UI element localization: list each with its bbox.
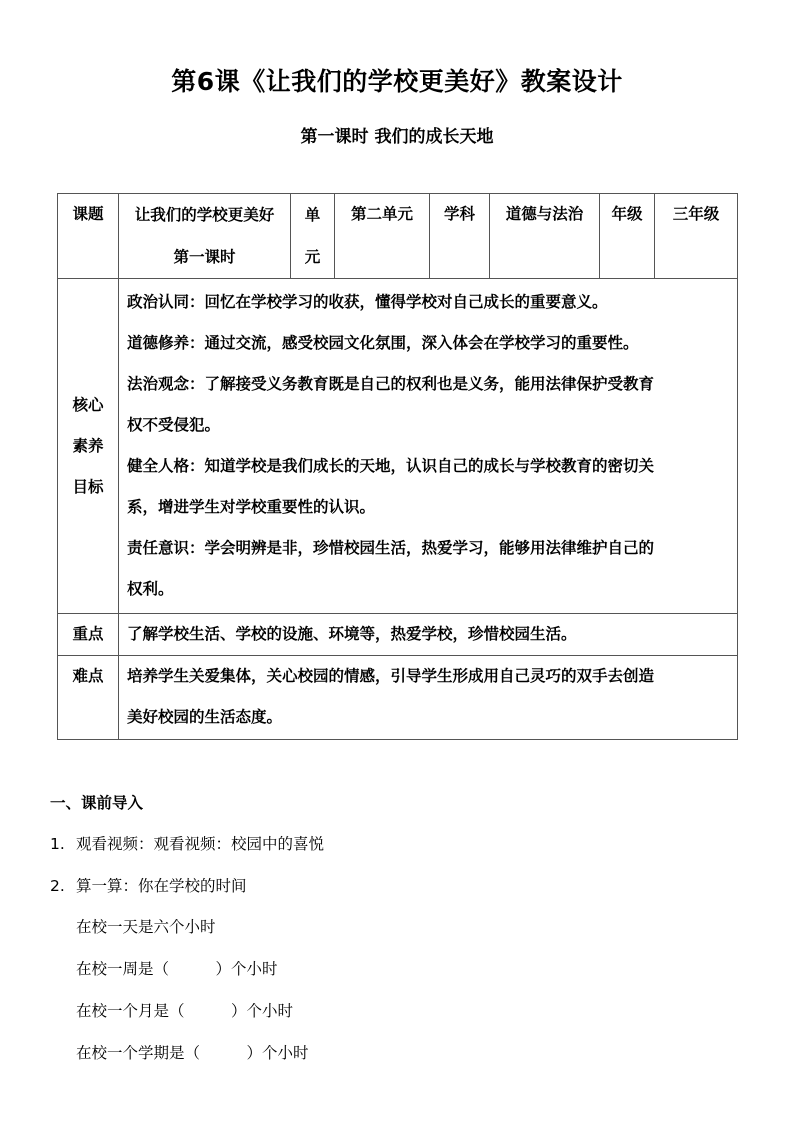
difficult-point-label: 难点 [58,656,119,740]
key-point-label: 重点 [58,614,119,656]
section-heading: 一、课前导入 [50,794,144,812]
sub-item: 在校一个月是（ ）个小时 [76,1002,294,1020]
goal-responsibility: 责任意识：学会明辨是非，珍惜校园生活，热爱学习，能够用法律维护自己的 权利。 [127,539,655,598]
sub-item: 在校一个学期是（ ）个小时 [76,1044,309,1062]
goals-label-2: 素养 [72,436,104,455]
goal-personality: 健全人格：知道学校是我们成长的天地，认识自己的成长与学校教育的密切关 系，增进学生对学校重要性的认识。 [127,457,655,516]
topic-label: 课题 [58,194,119,279]
difficult-point-row [58,656,738,740]
page-subtitle: 第一课时 我们的成长天地 [300,127,494,147]
key-point-row [58,614,738,656]
grade-label: 年级 [600,194,655,279]
unit-value: 第二单元 [335,194,430,279]
unit-label-2: 元 [304,248,321,266]
goals-label-3: 目标 [72,477,104,496]
goals-label [58,279,119,614]
sub-item: 在校一天是六个小时 [76,918,216,936]
goal-moral: 道德修养：通过交流，感受校园文化氛围，深入体会在学校学习的重要性。 [127,334,639,352]
list-item: 2. 算一算：你在学校的时间 [50,877,247,895]
unit-label-1: 单 [304,206,321,224]
page-title: 第6课《让我们的学校更美好》教案设计 [171,67,623,96]
goals-row [58,279,738,614]
goal-political: 政治认同：回忆在学校学习的收获，懂得学校对自己成长的重要意义。 [127,293,608,311]
subject-value: 道德与法治 [490,194,600,279]
difficult-point-text: 培养学生关爱集体，关心校园的情感，引导学生形成用自己灵巧的双手去创造 美好校园的生活态度。 [119,656,738,740]
goal-law: 法治观念：了解接受义务教育既是自己的权利也是义务，能用法律保护受教育 权不受侵犯。 [127,375,655,434]
goals-content [119,279,738,614]
table-header-row [58,194,738,279]
lesson-plan-table [57,193,738,740]
key-point-text: 了解学校生活、学校的设施、环境等，热爱学校，珍惜校园生活。 [119,614,738,656]
grade-value: 三年级 [655,194,738,279]
list-item: 1. 观看视频：观看视频：校园中的喜悦 [50,835,325,853]
topic-value [119,194,291,279]
topic-line-2: 第一课时 [173,248,236,266]
goals-label-1: 核心 [72,395,104,414]
sub-item: 在校一周是（ ）个小时 [76,960,278,978]
subject-label: 学科 [430,194,490,279]
unit-label [291,194,335,279]
topic-line-1: 让我们的学校更美好 [134,206,275,224]
